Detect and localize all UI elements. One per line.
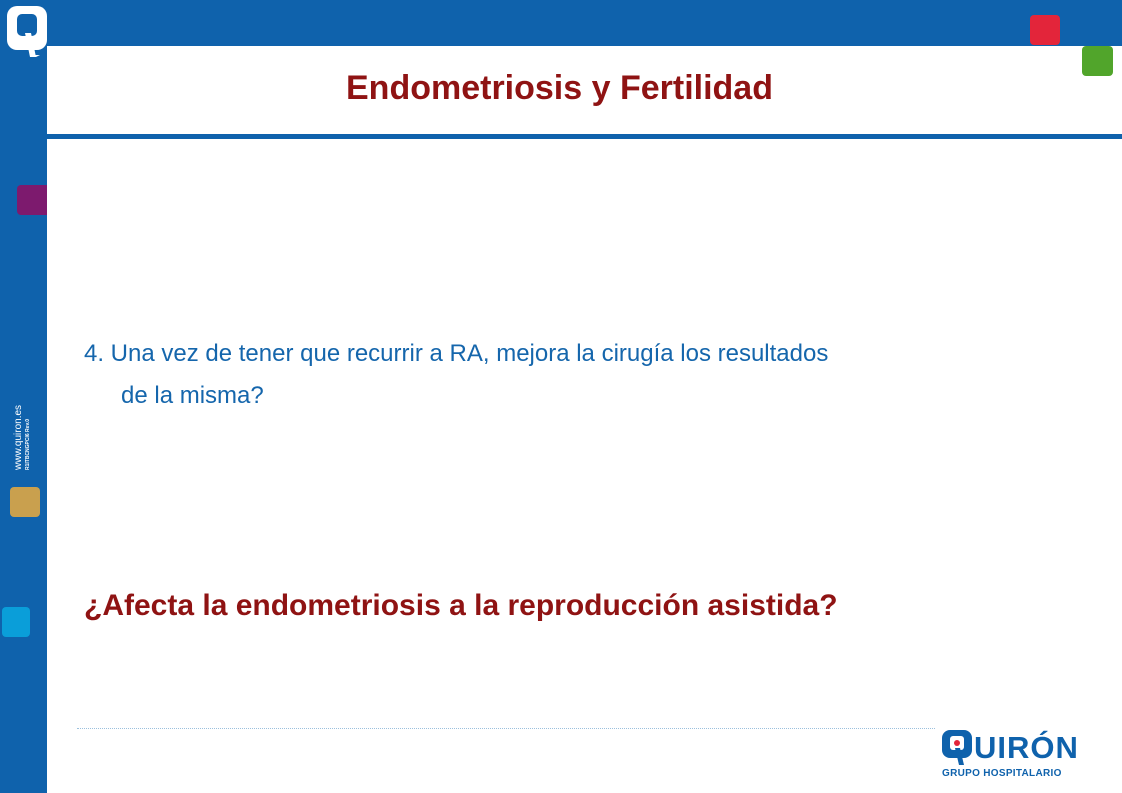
header-rule: [0, 134, 1122, 139]
page-title: Endometriosis y Fertilidad: [346, 69, 773, 107]
brand-tagline: GRUPO HOSPITALARIO: [942, 768, 1062, 779]
highlight-question: ¿Afecta la endometriosis a la reproducción asistida?: [84, 589, 838, 622]
sidebar-code: R1ITBCNGPCI6 Rev.0: [25, 418, 31, 470]
accent-square-cyan: [2, 607, 30, 637]
footer-divider: [77, 728, 935, 729]
question-line-1: 4. Una vez de tener que recurrir a RA, mejora la cirugía los resultados: [84, 340, 829, 367]
question-line-2: de la misma?: [121, 382, 264, 409]
question-text: [84, 333, 1084, 417]
corner-q-logo-icon: [6, 5, 50, 59]
top-frame-bar: [0, 0, 1122, 46]
sidebar-url: www.quiron.es: [13, 404, 24, 470]
accent-square-purple: [17, 185, 47, 215]
q-logo-icon: [940, 728, 976, 766]
accent-square-red: [1030, 15, 1060, 45]
left-frame-bar: [0, 0, 47, 793]
accent-square-gold: [10, 487, 40, 517]
sidebar-vertical-text: [14, 405, 31, 470]
accent-square-green: [1082, 46, 1113, 76]
quiron-brand-logo: [940, 728, 1079, 780]
brand-name: UIRÓN: [974, 730, 1079, 765]
